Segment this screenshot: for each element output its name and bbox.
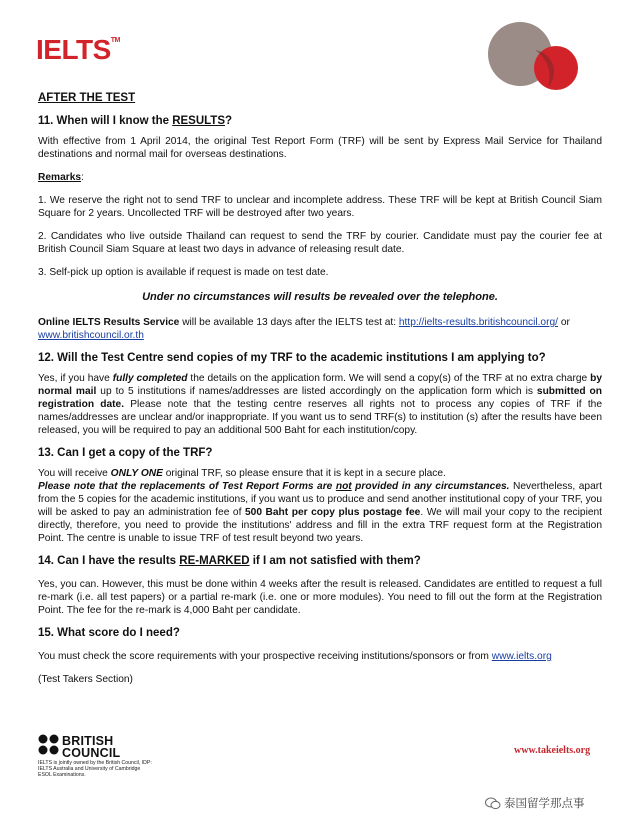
ielts-org-link[interactable]: www.ielts.org (491, 651, 552, 662)
q12-heading: 12. Will the Test Centre send copies of my TRF to the academic institutions I am applying to? (38, 352, 546, 364)
ownership-note: IELTS is jointly owned by the British Council, IDP: IELTS Australia and University of Cambridge ESOL Examinations. (38, 760, 152, 778)
telephone-note: Under no circumstances will results be revealed over the telephone. (142, 291, 498, 303)
q13-paragraph: You will receive ONLY ONE original TRF, so please ensure that it is kept in a secure place. Please note that the replacements of Test Report Forms are not provided in any circumstances. Nevertheless, apart from the 5 copies for the academic institutions, if you want us to produce and send another institutional copy of your TRF, you will be asked to pay an administration fee of 500 Baht per copy plus postage fee. We will mail your copy to the recipient directly, therefore, you need to provide the institutions' address and fill in the extra TRF request form at the Registration Point. The centre is unable to issue TRF of test result beyond two years. (38, 468, 602, 544)
remarks-label: Remarks: (38, 172, 84, 183)
main-content (38, 92, 602, 696)
q15-heading: 15. What score do I need? (38, 627, 180, 639)
british-council-dots-icon (38, 734, 60, 756)
results-link[interactable]: http://ielts-results.britishcouncil.org/ (398, 317, 558, 328)
q14-heading: 14. Can I have the results RE-MARKED if I am not satisfied with them? (38, 555, 421, 567)
remark-3: 3. Self-pick up option is available if request is made on test date. (38, 267, 329, 278)
bc-line-1: BRITISH (62, 734, 114, 748)
q14-paragraph: Yes, you can. However, this must be done within 4 weeks after the result is released. Candidates are entitled to request a full re-mark (i.e. all test papers) or a partial re-mark (i.e. one or more modules). You need to fill out the form at the Registration Point. The fee for the re-mark is 4,000 Baht per candidate. (38, 579, 602, 616)
wechat-watermark: 泰国留学那点事 (485, 795, 585, 811)
q15-paragraph: You must check the score requirements with your prospective receiving institutions/sponsors or from www.ielts.org (38, 651, 552, 662)
decorative-circles (484, 22, 584, 102)
remark-1: 1. We reserve the right not to send TRF to unclear and incomplete address. These TRF will be kept at British Council Siam Square for 2 years. Uncollected TRF will be destroyed after two years. (38, 195, 602, 219)
section-title: AFTER THE TEST (38, 92, 136, 104)
remark-2: 2. Candidates who live outside Thailand can request to send the TRF by courier. Candidate must pay the courier fee at British Council Siam Square at least two days in advance of releasing result date. (38, 231, 602, 255)
british-council-link[interactable]: www.britishcouncil.or.th (38, 330, 144, 341)
ielts-logo: IELTS™ (36, 34, 120, 65)
test-takers-note: (Test Takers Section) (38, 674, 133, 685)
q12-paragraph: Yes, if you have fully completed the details on the application form. We will send a copy(s) of the TRF at no extra charge by normal mail up to 5 institutions if names/addresses are listed accordingly on the application form which is submitted on registration date. Please note that the testing centre reserves all rights not to process any copies of TRF if the names/addresses are unclear and/or inappropriate. If you want us to send TRF(s) to institution (s) after the results have been released, you will be required to pay an additional 500 Baht for each institution/copy. (38, 373, 603, 436)
online-results-paragraph: Online IELTS Results Service will be available 13 days after the IELTS test at: http://ielts-results.britishcouncil.org/ or www.britishcouncil.or.th (38, 317, 570, 341)
q11-heading: 11. When will I know the RESULTS? (38, 115, 233, 127)
q13-heading: 13. Can I get a copy of the TRF? (38, 447, 213, 459)
wechat-icon (485, 797, 501, 810)
takeielts-link[interactable]: www.takeielts.org (514, 745, 591, 756)
q11-paragraph: With effective from 1 April 2014, the original Test Report Form (TRF) will be sent by Express Mail Service for Thailand destinations and normal mail for overseas destinations. (38, 136, 602, 160)
bc-line-2: COUNCIL (62, 746, 121, 760)
